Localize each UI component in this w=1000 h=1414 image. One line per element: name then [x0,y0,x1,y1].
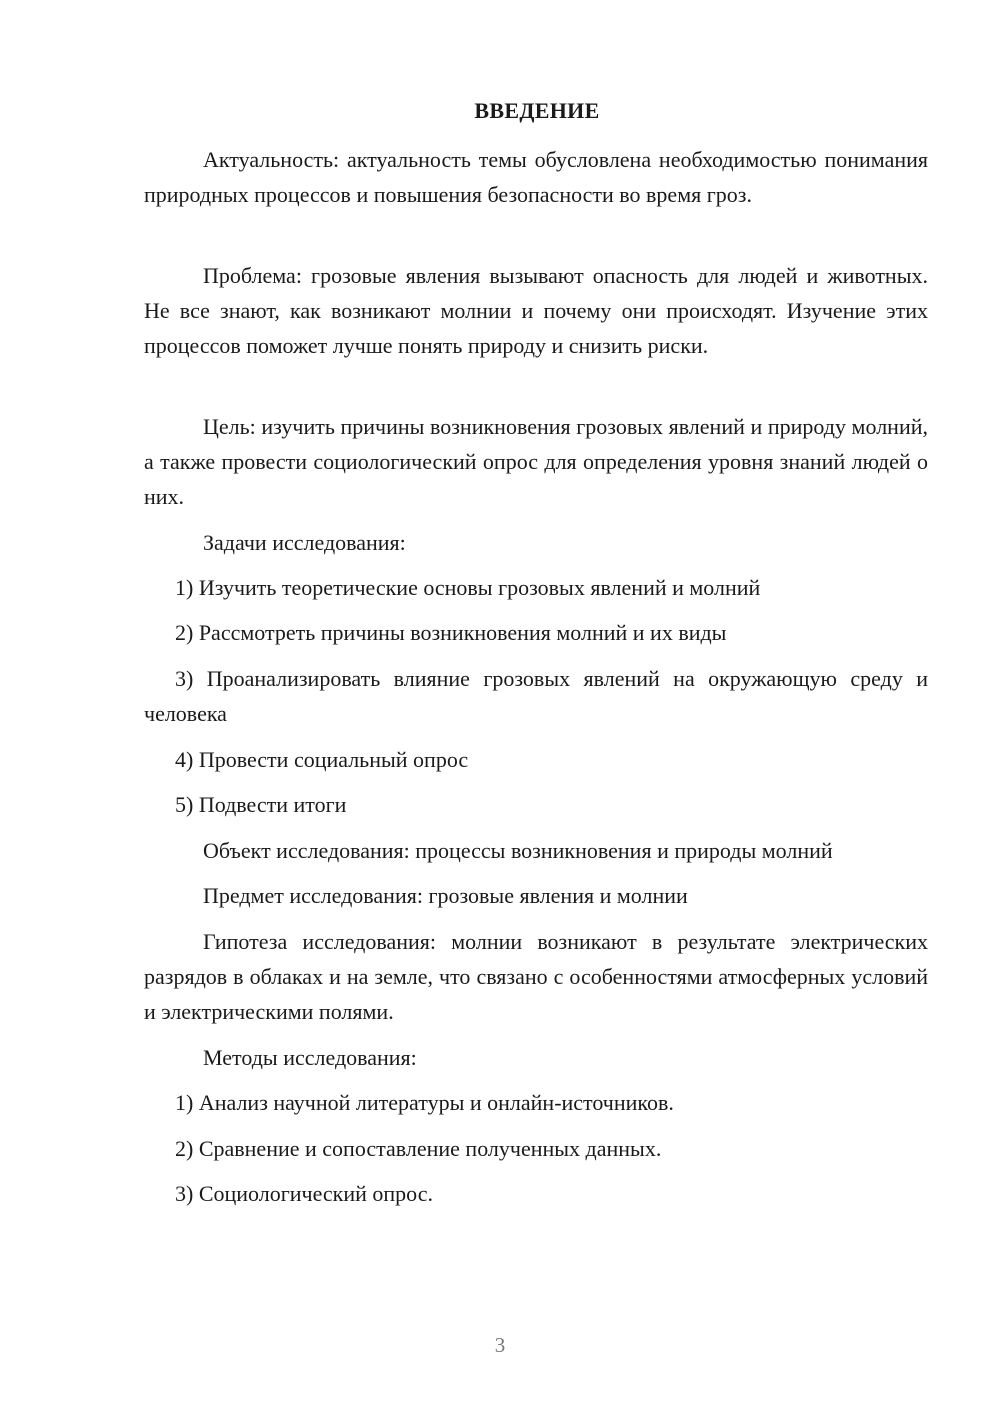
task-item: 4) Провести социальный опрос [175,747,469,772]
method-item: 1) Анализ научной литературы и онлайн-источников. [175,1090,674,1115]
paragraph-relevance: Актуальность: актуальность темы обусловлена необходимостью понимания природных процессов и повышения безопасности во время гроз. [144,147,928,207]
task-item: 5) Подвести итоги [175,792,347,817]
paragraph-hypothesis: Гипотеза исследования: молнии возникают в результате электрических разрядов в облаках и на земле, что связано с особенностями атмосферных условий и электрическими полями. [144,929,928,1024]
task-item: 1) Изучить теоретические основы грозовых явлений и молний [175,575,761,600]
methods-heading: Методы исследования: [203,1045,417,1070]
section-heading: ВВЕДЕНИЕ [474,98,600,123]
method-item: 2) Сравнение и сопоставление полученных данных. [175,1136,662,1161]
page-number: 3 [494,1333,506,1357]
method-item: 3) Социологический опрос. [175,1181,433,1206]
paragraph-problem: Проблема: грозовые явления вызывают опасность для людей и животных. Не все знают, как возникают молнии и почему они происходят. Изучение этих процессов поможет лучше понять природу и снизить риски. [144,263,928,358]
paragraph-subject: Предмет исследования: грозовые явления и молнии [203,883,688,908]
task-item: 3) Проанализировать влияние грозовых явлений на окружающую среду и человека [144,666,928,726]
paragraph-goal: Цель: изучить причины возникновения грозовых явлений и природу молний, а также провести социологический опрос для определения уровня знаний людей о них. [144,414,928,509]
task-item: 2) Рассмотреть причины возникновения молний и их виды [175,620,727,645]
paragraph-object: Объект исследования: процессы возникновения и природы молний [203,838,833,863]
tasks-heading: Задачи исследования: [203,530,406,555]
